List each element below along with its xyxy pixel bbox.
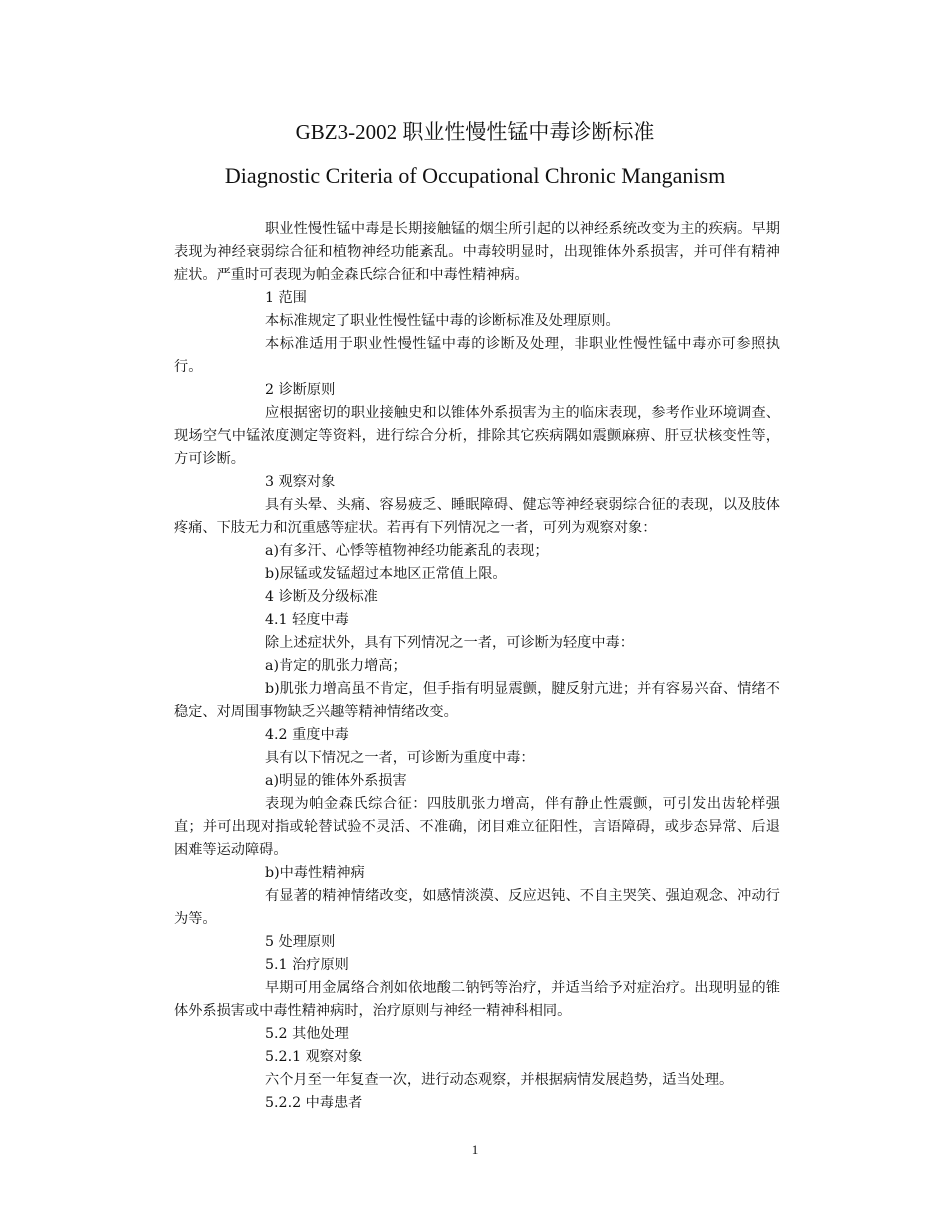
paragraph: 六个月至一年复查一次，进行动态观察，并根据病情发展趋势，适当处理。 bbox=[265, 1072, 734, 1088]
subsection-heading-mild: 4.1 轻度中毒 bbox=[265, 612, 349, 628]
paragraph: 本标准适用于职业性慢性锰中毒的诊断及处理，非职业性慢性锰中毒亦可参照执行。 bbox=[174, 336, 780, 375]
page-subtitle: Diagnostic Criteria of Occupational Chronic Manganism bbox=[224, 163, 726, 188]
list-item: b)中毒性精神病 bbox=[265, 865, 365, 881]
section-heading-treatment: 5 处理原则 bbox=[265, 934, 336, 950]
subsection-heading-patients: 5.2.2 中毒患者 bbox=[265, 1095, 363, 1111]
paragraph-intro: 职业性慢性锰中毒是长期接触锰的烟尘所引起的以神经系统改变为主的疾病。早期表现为神经衰弱综合征和植物神经功能紊乱。中毒较明显时，出现锥体外系损害，并可伴有精神症状。严重时可表现为帕金森氏综合征和中毒性精神病。 bbox=[174, 221, 780, 283]
paragraph: 具有以下情况之一者，可诊断为重度中毒： bbox=[265, 750, 535, 766]
list-item: b)尿锰或发锰超过本地区正常值上限。 bbox=[265, 566, 507, 582]
page-title: GBZ3-2002 职业性慢性锰中毒诊断标准 bbox=[295, 120, 655, 144]
subsection-heading-other: 5.2 其他处理 bbox=[265, 1026, 349, 1042]
paragraph: 本标准规定了职业性慢性锰中毒的诊断标准及处理原则。 bbox=[265, 313, 620, 329]
subsection-heading-treatment-principle: 5.1 治疗原则 bbox=[265, 957, 349, 973]
list-item: b)肌张力增高虽不肯定，但手指有明显震颤，腱反射亢进；并有容易兴奋、情绪不稳定、对周围事物缺乏兴趣等精神情绪改变。 bbox=[174, 681, 780, 720]
section-heading-observation: 3 观察对象 bbox=[265, 474, 336, 490]
paragraph: 具有头晕、头痛、容易疲乏、睡眠障碍、健忘等神经衰弱综合征的表现，以及肢体疼痛、下肢无力和沉重感等症状。若再有下列情况之一者，可列为观察对象： bbox=[174, 497, 780, 536]
list-item: a)有多汗、心悸等植物神经功能紊乱的表现； bbox=[265, 543, 549, 559]
section-heading-diagnosis-principle: 2 诊断原则 bbox=[265, 382, 336, 398]
paragraph: 除上述症状外，具有下列情况之一者，可诊断为轻度中毒： bbox=[265, 635, 634, 651]
document-body bbox=[174, 218, 780, 1115]
list-item: a)肯定的肌张力增高； bbox=[265, 658, 407, 674]
list-item: a)明显的锥体外系损害 bbox=[265, 773, 407, 789]
section-heading-grading: 4 诊断及分级标准 bbox=[265, 589, 378, 605]
paragraph: 早期可用金属络合剂如依地酸二钠钙等治疗，并适当给予对症治疗。出现明显的锥体外系损害或中毒性精神病时，治疗原则与神经一精神科相同。 bbox=[174, 980, 780, 1019]
subsection-heading-severe: 4.2 重度中毒 bbox=[265, 727, 349, 743]
paragraph: 应根据密切的职业接触史和以锥体外系损害为主的临床表现，参考作业环境调查、现场空气中锰浓度测定等资料，进行综合分析，排除其它疾病隅如震颤麻痹、肝豆状核变性等，方可诊断。 bbox=[174, 405, 780, 467]
section-heading-scope: 1 范围 bbox=[265, 290, 307, 306]
paragraph: 有显著的精神情绪改变，如感情淡漠、反应迟钝、不自主哭笑、强迫观念、冲动行为等。 bbox=[174, 888, 780, 927]
paragraph: 表现为帕金森氏综合征：四肢肌张力增高，伴有静止性震颤，可引发出齿轮样强直；并可出现对指或轮替试验不灵活、不准确，闭目难立征阳性，言语障碍，或步态异常、后退困难等运动障碍。 bbox=[174, 796, 780, 858]
page-number: 1 bbox=[471, 1142, 479, 1157]
subsection-heading-observation: 5.2.1 观察对象 bbox=[265, 1049, 363, 1065]
